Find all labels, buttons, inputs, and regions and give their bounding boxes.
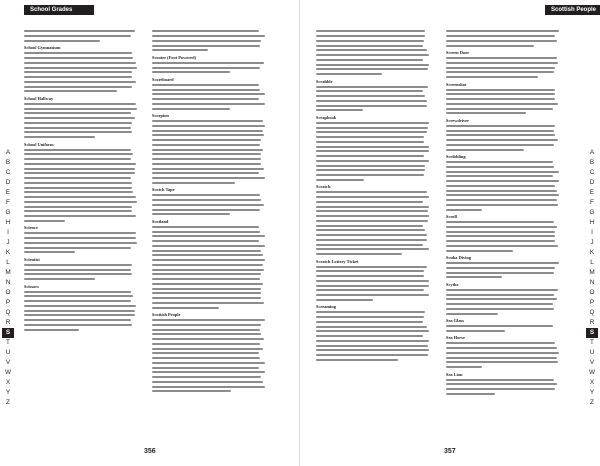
alphabet-letter-x: X (5, 379, 11, 386)
dictionary-entry (316, 260, 430, 303)
alphabet-letter-t: T (6, 339, 10, 346)
alphabet-letter-m: M (5, 269, 11, 276)
body-text-line (446, 392, 560, 397)
left-page-column-2 (152, 29, 266, 441)
alphabet-letter-n: N (589, 279, 595, 286)
body-text-line (24, 327, 138, 332)
entry-heading: Sea Glass (446, 318, 464, 323)
body-text-line (316, 178, 430, 183)
alphabet-letter-w: W (4, 369, 12, 376)
dictionary-entry (446, 215, 560, 253)
dictionary-entry (24, 46, 138, 94)
dictionary-entry (24, 226, 138, 255)
dictionary-entry (446, 336, 560, 369)
dictionary-entry (446, 256, 560, 280)
dictionary-entry (152, 56, 266, 75)
alphabet-letter-k: K (5, 249, 11, 256)
alphabet-letter-n: N (5, 279, 11, 286)
alphabet-letter-b: B (5, 159, 11, 166)
dictionary-entry (316, 116, 430, 183)
body-text-line (152, 70, 266, 75)
body-text-line (24, 250, 138, 255)
alphabet-letter-j: J (590, 239, 594, 246)
body-text-line (24, 39, 138, 44)
dictionary-entry (446, 319, 560, 333)
right-page-number: 357 (444, 448, 456, 455)
entry-heading: Scribbling (446, 154, 466, 159)
alphabet-letter-t: T (590, 339, 594, 346)
alphabet-letter-v: V (5, 359, 11, 366)
entry-heading: Scotch Tape (152, 187, 175, 193)
entry-heading: School Gymnasium (24, 45, 61, 51)
dictionary-entry (446, 283, 560, 316)
alphabet-letter-c: C (5, 169, 11, 176)
alphabet-letter-e: E (589, 189, 595, 196)
entry-heading: Sea Horse (446, 335, 465, 341)
entry-heading: Screenshot (446, 81, 467, 87)
dictionary-entry (316, 29, 430, 77)
body-text-line (24, 219, 138, 224)
alphabet-letter-i: I (7, 229, 9, 236)
right-page-column-2 (446, 29, 560, 441)
dictionary-entry (446, 51, 560, 80)
right-running-header: Scottish People (545, 5, 600, 15)
alphabet-letter-u: U (589, 349, 595, 356)
body-text-line (316, 252, 430, 257)
body-text-line (446, 329, 560, 334)
alphabet-letter-p: P (589, 299, 595, 306)
alphabet-letter-d: D (5, 179, 11, 186)
alphabet-letter-h: H (589, 219, 595, 226)
dictionary-entry (24, 285, 138, 333)
entry-heading: Scrabble (316, 78, 333, 84)
body-text-line (152, 106, 266, 111)
entry-heading: Scroll (446, 214, 457, 219)
dictionary-entry (316, 185, 430, 256)
alphabet-letter-r: R (5, 319, 11, 326)
body-text-line (446, 248, 560, 253)
alphabet-letter-f: F (6, 199, 10, 206)
alphabet-letter-p: P (5, 299, 11, 306)
alphabet-letter-j: J (6, 239, 10, 246)
dictionary-entry (446, 119, 560, 152)
body-text-line (446, 43, 560, 48)
alphabet-letter-h: H (5, 219, 11, 226)
alphabet-letter-g: G (589, 209, 595, 216)
alphabet-letter-l: L (6, 259, 10, 266)
body-text-line (152, 212, 266, 217)
alphabet-letter-w: W (588, 369, 596, 376)
alphabet-letter-v: V (589, 359, 595, 366)
entry-heading: Scoreboard (152, 76, 174, 82)
entry-heading: Screwdriver (446, 117, 470, 123)
alphabet-letter-z: Z (590, 399, 594, 406)
left-running-header: School Grades (24, 5, 94, 15)
body-text-line (316, 72, 430, 77)
alphabet-letter-o: O (5, 289, 11, 296)
entry-heading: Sea Lion (446, 371, 463, 377)
dictionary-entry (446, 373, 560, 397)
dictionary-entry (24, 143, 138, 224)
left-page-column-1 (24, 29, 138, 441)
body-text-line (24, 277, 138, 282)
dictionary-entry (24, 97, 138, 140)
alphabet-letter-g: G (5, 209, 11, 216)
dictionary-entry (446, 29, 560, 48)
body-text-line (446, 275, 560, 280)
body-text-line (152, 305, 266, 310)
alphabet-letter-q: Q (589, 309, 595, 316)
alphabet-letter-i: I (591, 229, 593, 236)
body-text-line (446, 207, 560, 212)
entry-heading: Scorpion (152, 113, 169, 118)
entry-heading: Scrapbook (316, 114, 337, 120)
dictionary-entry (152, 114, 266, 185)
alphabet-letter-s: S (586, 328, 598, 338)
right-page-column-1 (316, 29, 430, 441)
dictionary-entry (152, 78, 266, 111)
entry-heading: Scythe (446, 281, 459, 287)
dictionary-entry (316, 305, 430, 362)
body-text-line (24, 135, 138, 140)
body-text-line (316, 108, 430, 113)
alphabet-letter-z: Z (6, 399, 10, 406)
body-text-line (152, 48, 266, 53)
dictionary-entry (24, 29, 138, 43)
body-text-line (446, 147, 560, 152)
alphabet-letter-s: S (2, 328, 14, 338)
dictionary-entry (316, 80, 430, 113)
right-page (300, 0, 600, 466)
body-text-line (446, 311, 560, 316)
dictionary-entry (446, 155, 560, 212)
alphabet-letter-q: Q (5, 309, 11, 316)
body-text-line (316, 298, 430, 303)
body-text-line (24, 89, 138, 94)
entry-heading: Screaming (316, 304, 336, 310)
entry-heading: Scotland (152, 218, 169, 224)
body-text-line (446, 75, 560, 80)
alphabet-letter-y: Y (5, 389, 11, 396)
entry-heading: Science (24, 225, 38, 231)
alphabet-letter-y: Y (589, 389, 595, 396)
dictionary-entry (152, 29, 266, 53)
alphabet-letter-b: B (589, 159, 595, 166)
left-page-number: 356 (144, 448, 156, 455)
entry-heading: School Hallway (24, 95, 54, 101)
dictionary-entry (446, 83, 560, 116)
alphabet-letter-e: E (5, 189, 11, 196)
body-text-line (152, 389, 266, 394)
alphabet-letter-d: D (589, 179, 595, 186)
alphabet-letter-m: M (589, 269, 595, 276)
alphabet-letter-u: U (5, 349, 11, 356)
body-text-line (446, 365, 560, 370)
dictionary-entry (152, 220, 266, 310)
dictionary-entry (152, 188, 266, 217)
body-text-line (316, 358, 430, 363)
entry-heading: Scratch Lottery Ticket (316, 258, 359, 264)
right-alphabet-index (586, 148, 598, 408)
alphabet-letter-f: F (590, 199, 594, 206)
dictionary-entry (152, 313, 266, 394)
alphabet-letter-k: K (589, 249, 595, 256)
entry-heading: Screen Door (446, 50, 470, 55)
alphabet-letter-x: X (589, 379, 595, 386)
entry-heading: Scratch (316, 184, 331, 190)
alphabet-letter-l: L (590, 259, 594, 266)
alphabet-letter-o: O (589, 289, 595, 296)
entry-heading: Scooter (Foot Powered) (152, 54, 196, 60)
dictionary-entry (24, 258, 138, 282)
entry-heading: School Uniform (24, 141, 54, 147)
entry-heading: Scissors (24, 283, 39, 289)
body-text-line (152, 181, 266, 186)
alphabet-letter-a: A (5, 149, 11, 156)
alphabet-letter-c: C (589, 169, 595, 176)
alphabet-letter-r: R (589, 319, 595, 326)
body-text-line (446, 111, 560, 116)
alphabet-letter-a: A (589, 149, 595, 156)
left-alphabet-index (2, 148, 14, 408)
entry-heading: Scuba Diving (446, 255, 472, 260)
entry-heading: Scottish People (152, 312, 181, 317)
entry-heading: Scientist (24, 256, 40, 262)
